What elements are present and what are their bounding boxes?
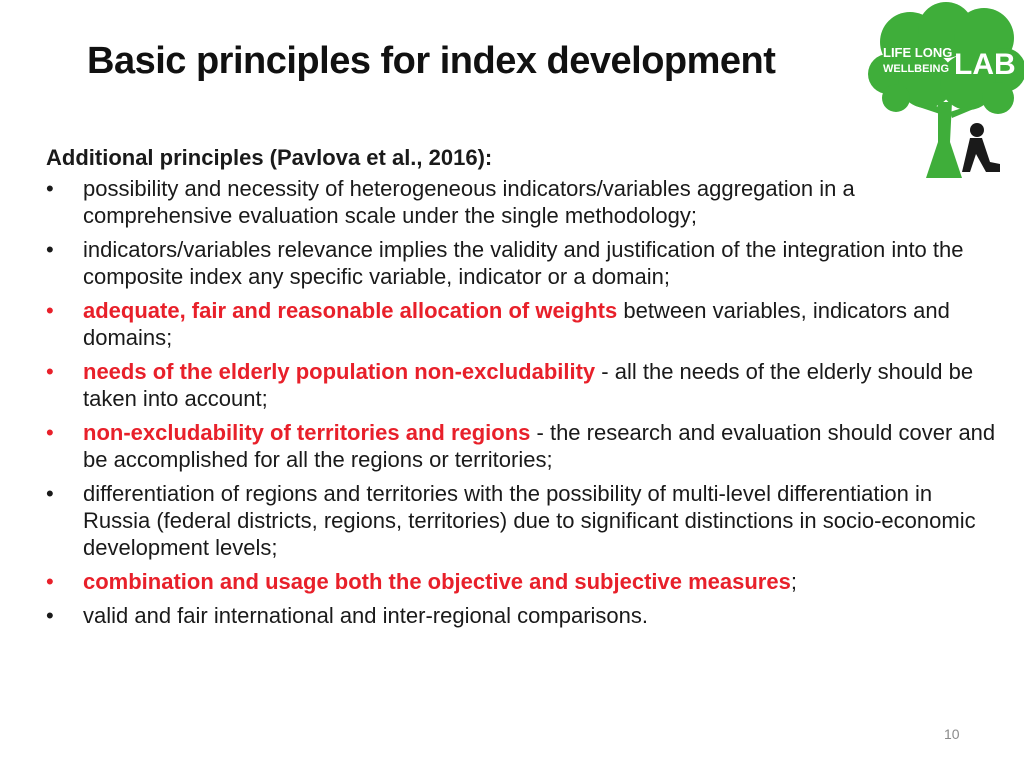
bullet-marker: • [46,176,54,201]
bullet-highlight: combination and usage both the objective and subjective measures [83,569,791,594]
bullet-item [46,568,996,595]
bullet-item [46,480,996,561]
bullet-text: between variables, indicators and domains; [83,298,950,350]
bullet-item [46,358,996,412]
bullet-marker: • [46,359,54,384]
bullet-item [46,175,996,229]
bullet-text: - all the needs of the elderly should be taken into account; [83,359,974,411]
bullet-text: indicators/variables relevance implies the validity and justification of the integration into the composite index any specific variable, indicator or a domain; [83,237,964,289]
bullet-marker: • [46,298,54,323]
bullet-text: - the research and evaluation should cover and be accomplished for all the regions or territories; [83,420,996,472]
bullet-item [46,297,996,351]
bullet-text: valid and fair international and inter-regional comparisons. [83,603,648,628]
bullet-marker: • [46,481,54,506]
logo-text-lab: LAB [954,48,1016,81]
subheading: Additional principles (Pavlova et al., 2016): [46,145,493,170]
slide-title: Basic principles for index development [87,40,776,82]
bullet-marker: • [46,603,54,628]
bullet-highlight: needs of the elderly population non-excludability [83,359,596,384]
bullet-marker: • [46,569,54,594]
bullet-text: ; [790,569,797,594]
logo-text-line1: LIFE LONG [883,45,953,60]
bullet-list [46,175,996,629]
bullet-marker: • [46,420,54,445]
logo-text-line2: WELLBEING [883,63,949,75]
slide-content [46,143,996,636]
bullet-item [46,236,996,290]
bullet-item [46,602,996,629]
bullet-text: possibility and necessity of heterogeneous indicators/variables aggregation in a comprehensive evaluation scale under the single methodology; [83,176,855,228]
page-number: 10 [944,726,960,742]
bullet-marker: • [46,237,54,262]
bullet-item [46,419,996,473]
bullet-text: differentiation of regions and territories with the possibility of multi-level differentiation in Russia (federal districts, regions, territories) due to significant distinctions in socio-economic development levels; [83,481,976,560]
bullet-highlight: adequate, fair and reasonable allocation of weights [83,298,618,323]
bullet-highlight: non-excludability of territories and regions [83,420,531,445]
